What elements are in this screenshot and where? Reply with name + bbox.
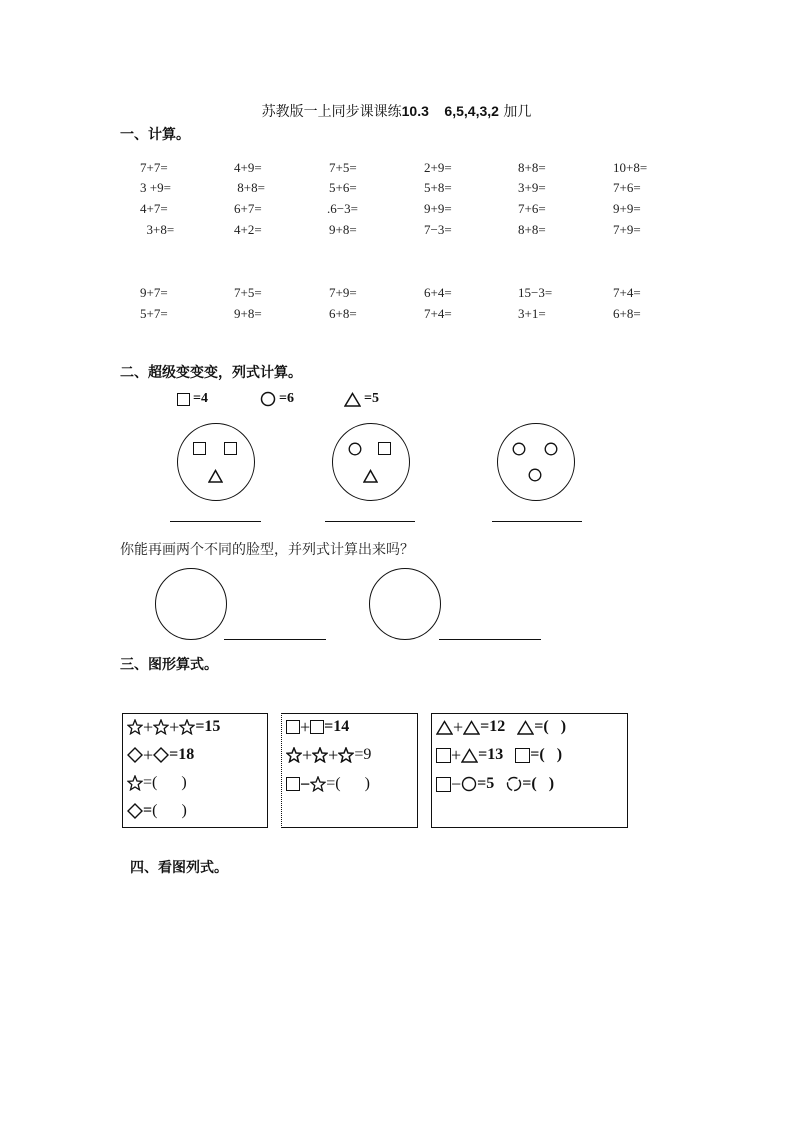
calc-item: 15−3=	[518, 285, 553, 300]
calc-item: 7+5=	[329, 160, 357, 175]
blank-face-2[interactable]	[369, 568, 441, 640]
circle-icon	[506, 776, 522, 792]
section4-heading: 四、看图列式。	[130, 860, 228, 876]
answer-line[interactable]	[224, 639, 326, 640]
star-icon	[153, 719, 169, 735]
legend-square	[177, 391, 208, 407]
calc-item: 6+7=	[234, 201, 262, 216]
triangle-icon	[208, 469, 223, 483]
diamond-icon	[153, 747, 169, 763]
face-3	[497, 423, 575, 501]
square-icon	[436, 777, 451, 792]
section3-heading: 三、图形算式。	[120, 657, 218, 673]
triangle-icon	[461, 748, 478, 763]
star-icon	[127, 775, 143, 791]
square-icon	[193, 442, 206, 455]
draw-question: 你能再画两个不同的脸型，并列式计算出来吗？	[120, 542, 414, 558]
title-text: 苏教版一上同步课课练	[261, 104, 402, 120]
section2-heading: 二、超级变变变，列式计算。	[120, 365, 302, 381]
triangle-icon	[436, 720, 453, 735]
answer-blank[interactable]: ( )	[543, 718, 567, 735]
circle-icon	[348, 442, 362, 456]
calc-item: 7+4=	[424, 306, 452, 321]
equation-result: =18	[169, 746, 195, 763]
square-icon	[310, 720, 324, 734]
calc-item: 9+9=	[424, 201, 452, 216]
square-icon	[224, 442, 237, 455]
calc-item: 9+9=	[613, 201, 641, 216]
equation-result: =13	[478, 746, 504, 763]
square-icon	[378, 442, 391, 455]
calc-item: 7+9=	[329, 285, 357, 300]
calc-item: 7+7=	[140, 160, 168, 175]
circle-icon	[461, 776, 477, 792]
circle-icon	[544, 442, 558, 456]
equation-result: =12	[480, 718, 506, 735]
calc-item: 4+7=	[140, 201, 168, 216]
calc-item: 8+8=	[234, 180, 265, 195]
legend-triangle	[344, 391, 379, 407]
answer-line[interactable]	[492, 521, 582, 522]
answer-line[interactable]	[170, 521, 261, 522]
diamond-icon	[127, 803, 143, 819]
circle-icon	[528, 468, 542, 482]
equation-line: − =5 = ( )	[436, 774, 554, 794]
star-icon	[312, 747, 328, 763]
page-title	[0, 101, 793, 121]
calc-item: 5+8=	[424, 180, 452, 195]
title-numbers: 10.3 6,5,4,3,2	[401, 103, 499, 119]
legend-value: =6	[279, 391, 294, 406]
title-suffix: 加几	[503, 104, 532, 120]
shape-equation-box-1	[122, 713, 268, 828]
calc-item: 4+2=	[234, 222, 262, 237]
calc-item: 4+9=	[234, 160, 262, 175]
calc-item: 7+9=	[613, 222, 641, 237]
blank-face-1[interactable]	[155, 568, 227, 640]
legend-value: =4	[193, 391, 208, 406]
calc-item: 10+8=	[613, 160, 648, 175]
equation-line: + =18	[127, 745, 194, 765]
calc-item: 3+1=	[518, 306, 546, 321]
calc-item: 2+9=	[424, 160, 452, 175]
face-1	[177, 423, 255, 501]
equation-line: + =13 = ( )	[436, 745, 562, 765]
calc-item: 3 +9=	[140, 180, 171, 195]
calc-item: 7+5=	[234, 285, 262, 300]
legend-value: =5	[364, 391, 379, 406]
square-icon	[436, 748, 451, 763]
shape-equation-box-2	[281, 713, 418, 828]
diamond-icon	[127, 747, 143, 763]
answer-line[interactable]	[325, 521, 415, 522]
calc-item: 7+6=	[613, 180, 641, 195]
star-icon	[338, 747, 354, 763]
equation-result: =14	[324, 718, 350, 735]
calc-item: 7+4=	[613, 285, 641, 300]
equation-line: = ( )	[127, 801, 187, 821]
answer-blank[interactable]: ( )	[539, 746, 563, 763]
equation-line: + =14	[286, 717, 349, 737]
calc-item: 7−3=	[424, 222, 452, 237]
legend-circle	[260, 391, 294, 407]
star-icon	[127, 719, 143, 735]
answer-blank[interactable]: ( )	[531, 775, 555, 792]
triangle-icon	[517, 720, 534, 735]
triangle-icon	[344, 392, 361, 407]
equation-line: + =12 = ( )	[436, 717, 566, 737]
calc-item: 9+8=	[329, 222, 357, 237]
calc-item: 6+8=	[613, 306, 641, 321]
square-icon	[515, 748, 530, 763]
square-icon	[286, 720, 300, 734]
equation-result: =15	[195, 718, 221, 735]
equation-result: =5	[477, 775, 495, 792]
calc-item: 8+8=	[518, 222, 546, 237]
calc-item: 9+7=	[140, 285, 168, 300]
star-icon	[286, 747, 302, 763]
equation-result: =9	[354, 746, 372, 763]
calc-item: 5+6=	[329, 180, 357, 195]
calc-item: 6+4=	[424, 285, 452, 300]
equation-line: + + =15	[127, 717, 220, 737]
calc-item: 3+8=	[140, 222, 175, 237]
star-icon	[310, 776, 326, 792]
calc-item: 7+6=	[518, 201, 546, 216]
square-icon	[286, 777, 300, 791]
equation-line: + + =9	[286, 745, 371, 765]
answer-blank[interactable]: ( )	[335, 775, 370, 792]
calc-item: 9+8=	[234, 306, 262, 321]
equation-line: − = ( )	[286, 774, 370, 794]
shape-equation-box-3	[431, 713, 628, 828]
calc-item: 8+8=	[518, 160, 546, 175]
calc-item: 3+9=	[518, 180, 546, 195]
triangle-icon	[463, 720, 480, 735]
square-icon	[177, 393, 190, 406]
answer-line[interactable]	[439, 639, 541, 640]
answer-blank[interactable]: ( )	[152, 802, 187, 819]
section1-heading: 一、计算。	[120, 127, 190, 143]
calc-item: 5+7=	[140, 306, 168, 321]
calc-item: .6−3=	[327, 201, 358, 216]
circle-icon	[260, 391, 276, 407]
calc-item: 6+8=	[329, 306, 357, 321]
equation-line: = ( )	[127, 773, 187, 793]
star-icon	[179, 719, 195, 735]
circle-icon	[512, 442, 526, 456]
triangle-icon	[363, 469, 378, 483]
face-2	[332, 423, 410, 501]
answer-blank[interactable]: ( )	[152, 774, 187, 791]
